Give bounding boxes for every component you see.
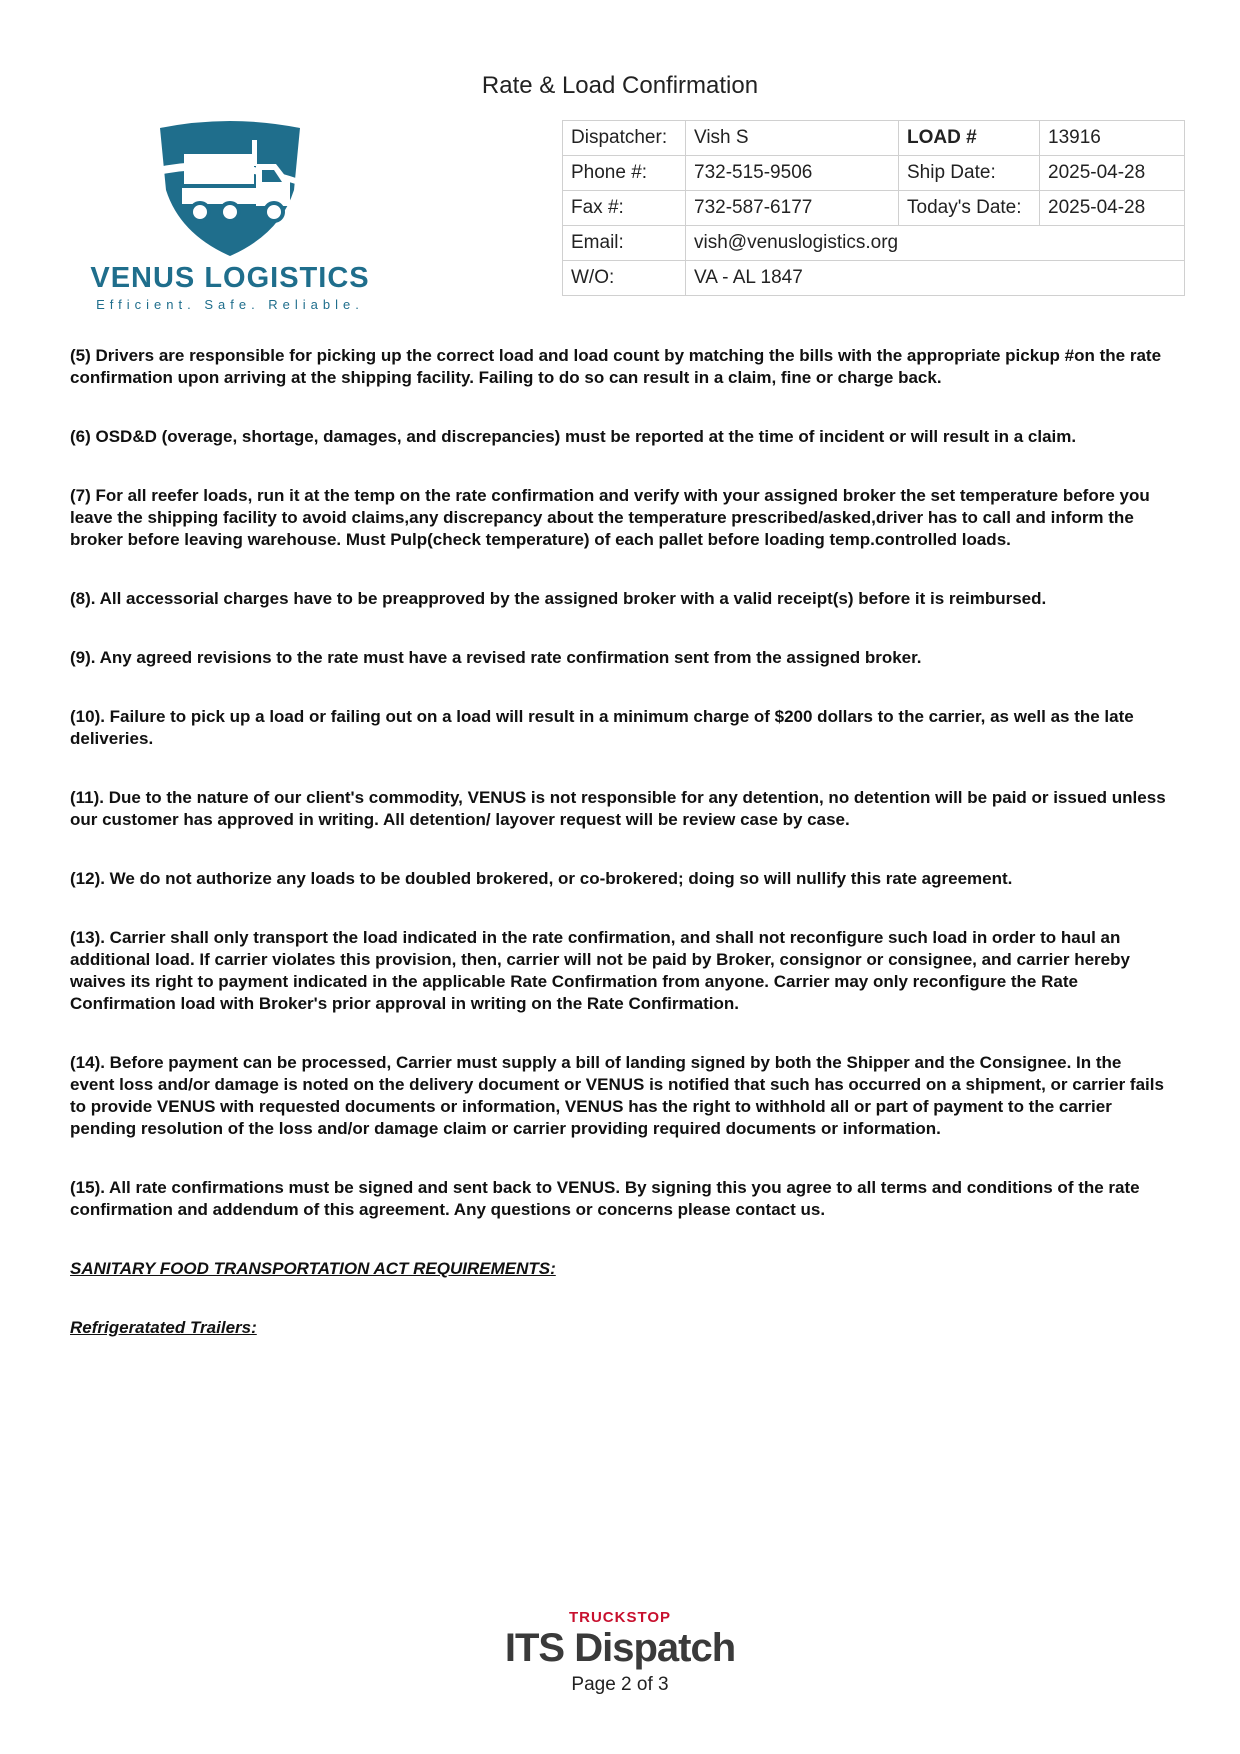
load-number-value: 13916: [1040, 121, 1185, 156]
logo-name: VENUS LOGISTICS: [90, 262, 370, 294]
fax-label: Fax #:: [563, 191, 686, 226]
brand-small-text: TRUCKSTOP: [568, 1609, 672, 1626]
phone-label: Phone #:: [563, 156, 686, 191]
fax-value: 732-587-6177: [686, 191, 899, 226]
work-order-value: VA - AL 1847: [686, 261, 1185, 296]
term-15: (15). All rate confirmations must be signed and sent back to VENUS. By signing this you agree to all terms and conditions of the rate confirmation and addendum of this agreement. Any questions or concerns please contact us.: [70, 1178, 1140, 1219]
load-number-label: LOAD #: [899, 121, 1040, 156]
term-9: (9). Any agreed revisions to the rate must have a revised rate confirmation sent from the assigned broker.: [70, 648, 922, 667]
sub-heading: Refrigeratated Trailers:: [70, 1318, 257, 1337]
ship-date-label: Ship Date:: [899, 156, 1040, 191]
section-heading: SANITARY FOOD TRANSPORTATION ACT REQUIREMENTS:: [70, 1259, 556, 1278]
todays-date-value: 2025-04-28: [1040, 191, 1185, 226]
logo-tagline: Efficient. Safe. Reliable.: [96, 297, 364, 312]
company-logo: [70, 118, 390, 312]
term-11: (11). Due to the nature of our client's commodity, VENUS is not responsible for any detention, no detention will be paid or issued unless our customer has approved in writing. All detention/ layover request will be review case by case.: [70, 788, 1166, 829]
phone-value: 732-515-9506: [686, 156, 899, 191]
term-10: (10). Failure to pick up a load or failing out on a load will result in a minimum charge of $200 dollars to the carrier, as well as the late deliveries.: [70, 707, 1134, 748]
term-13: (13). Carrier shall only transport the load indicated in the rate confirmation, and shall not reconfigure such load in order to haul an additional load. If carrier violates this provision, then, carrier will not be paid by Broker, consignor or consignee, and carrier hereby waives its right to payment indicated in the applicable Rate Confirmation from anyone. Carrier may only reconfigure the Rate Confirmation load with Broker's prior approval in writing on the Rate Confirmation.: [70, 928, 1130, 1013]
todays-date-label: Today's Date:: [899, 191, 1040, 226]
truck-shield-icon: [152, 118, 308, 258]
table-row: [563, 121, 1185, 156]
table-row: [563, 156, 1185, 191]
term-7: (7) For all reefer loads, run it at the temp on the rate confirmation and verify with your assigned broker the set temperature before you leave the shipping facility to avoid claims,any discrepancy about the temperature prescribed/asked,driver has to call and inform the broker before leaving warehouse. Must Pulp(check temperature) of each pallet before loading temp.controlled loads.: [70, 486, 1150, 549]
load-info-table: [562, 120, 1185, 296]
term-8: (8). All accessorial charges have to be preapproved by the assigned broker with a valid receipt(s) before it is reimbursed.: [70, 589, 1047, 608]
email-value: vish@venuslogistics.org: [686, 226, 1185, 261]
email-label: Email:: [563, 226, 686, 261]
page-title: Rate & Load Confirmation: [481, 72, 759, 99]
dispatcher-label: Dispatcher:: [563, 121, 686, 156]
brand-big-text: ITS Dispatch: [504, 1626, 736, 1670]
dispatcher-value: Vish S: [686, 121, 899, 156]
table-row: [563, 191, 1185, 226]
page-number: Page 2 of 3: [571, 1674, 669, 1695]
table-row: [563, 261, 1185, 296]
work-order-label: W/O:: [563, 261, 686, 296]
ship-date-value: 2025-04-28: [1040, 156, 1185, 191]
term-5: (5) Drivers are responsible for picking up the correct load and load count by matching the bills with the appropriate pickup #on the rate confirmation upon arriving at the shipping facility. Failing to do so can result in a claim, fine or charge back.: [70, 346, 1162, 387]
term-12: (12). We do not authorize any loads to be doubled brokered, or co-brokered; doing so will nullify this rate agreement.: [70, 869, 1013, 888]
footer-brand-logo: [0, 1610, 1240, 1670]
terms-list: [70, 345, 1170, 1376]
term-14: (14). Before payment can be processed, Carrier must supply a bill of landing signed by both the Shipper and the Consignee. In the event loss and/or damage is noted on the delivery document or VENUS is notified that such has occurred on a shipment, or carrier fails to provide VENUS with requested documents or information, VENUS has the right to withhold all or part of payment to the carrier pending resolution of the loss and/or damage claim or carrier providing required documents or information.: [70, 1053, 1164, 1138]
table-row: [563, 226, 1185, 261]
term-6: (6) OSD&D (overage, shortage, damages, and discrepancies) must be reported at the time of incident or will result in a claim.: [70, 427, 1077, 446]
